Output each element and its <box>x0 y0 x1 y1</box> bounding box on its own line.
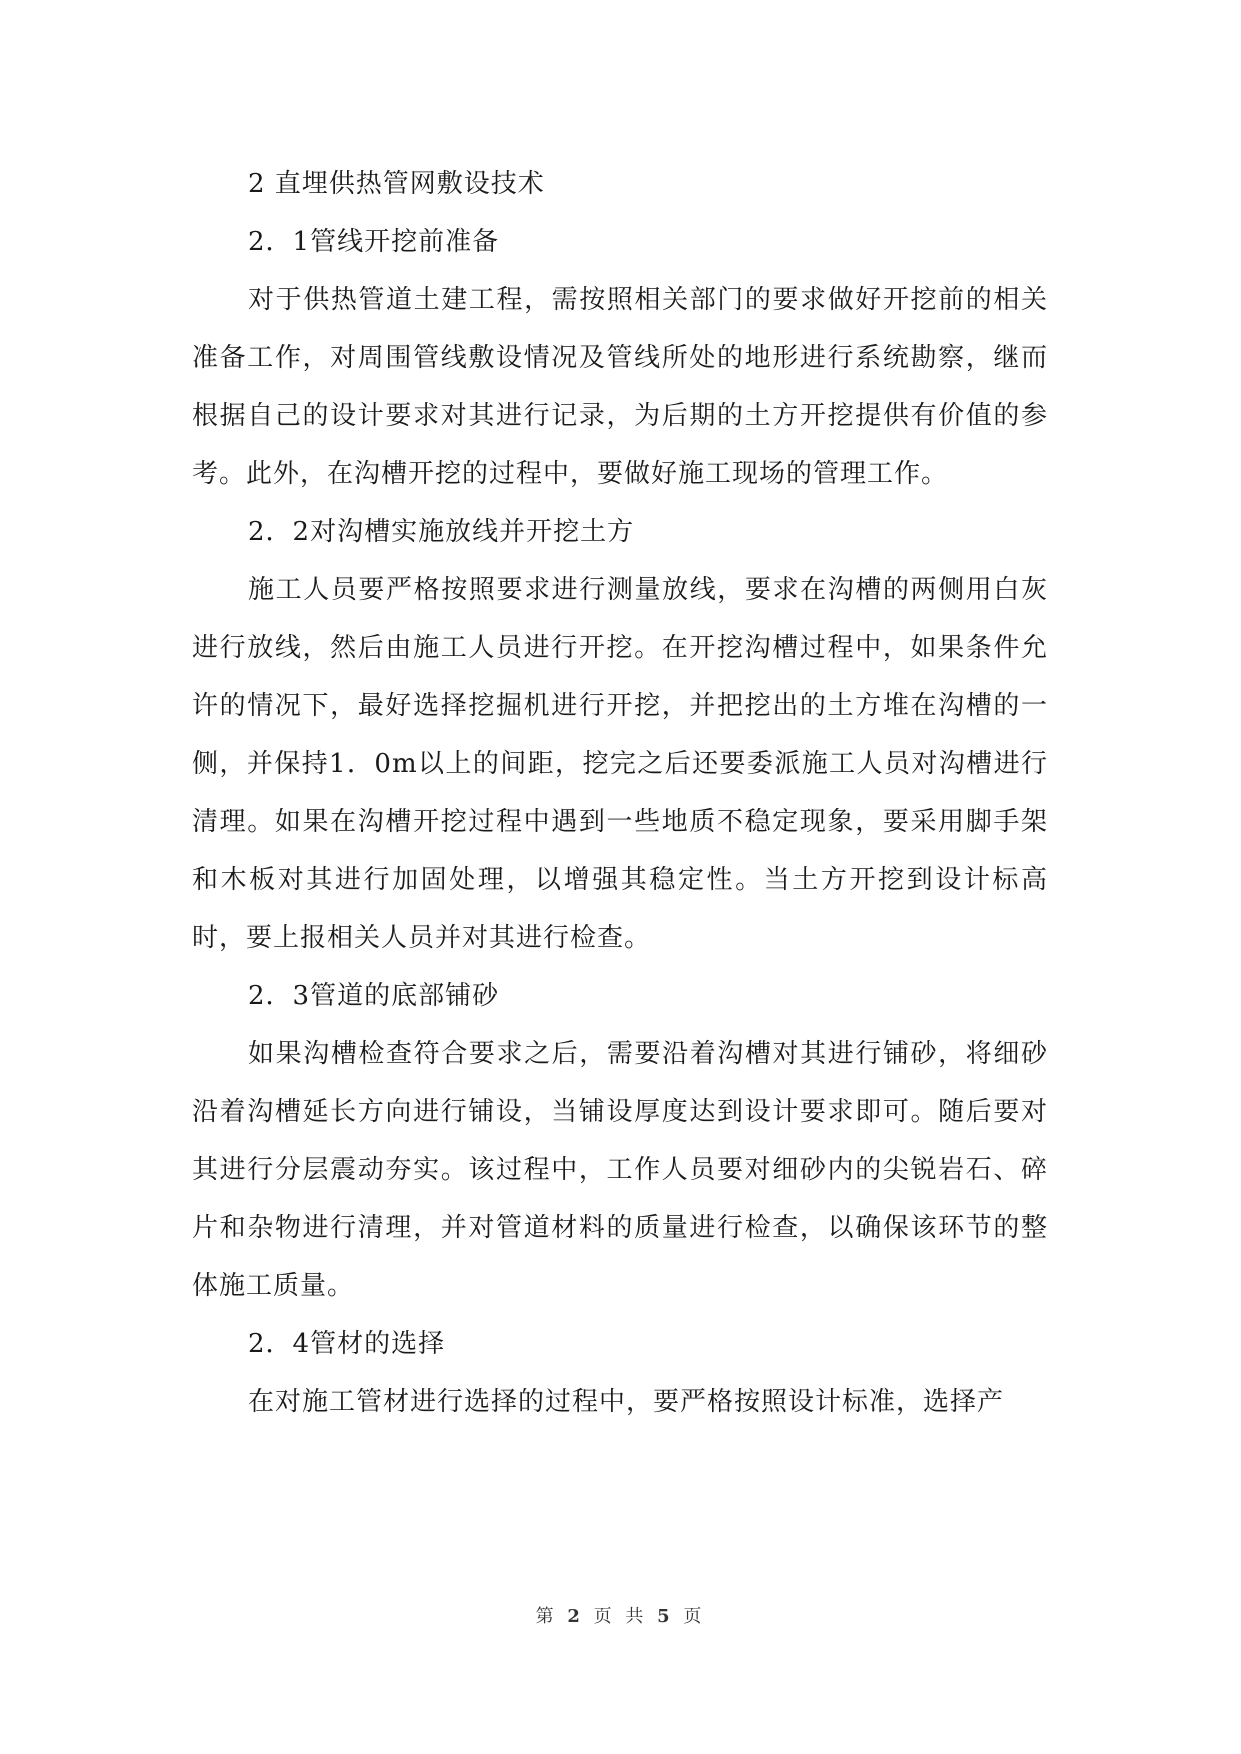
body-paragraph: 对于供热管道土建工程，需按照相关部门的要求做好开挖前的相关准备工作，对周围管线敷设情况及管线所处的地形进行系统勘察，继而根据自己的设计要求对其进行记录，为后期的土方开挖提供有价值的参考。此外，在沟槽开挖的过程中，要做好施工现场的管理工作。 <box>192 285 1048 489</box>
section-heading: 2．2对沟槽实施放线并开挖土方 <box>248 517 635 547</box>
body-paragraph: 在对施工管材进行选择的过程中，要严格按照设计标准，选择产 <box>248 1387 1005 1417</box>
section-heading: 2 直埋供热管网敷设技术 <box>248 169 545 199</box>
section-heading: 2．4管材的选择 <box>248 1329 446 1359</box>
footer-prefix: 第 <box>535 1606 558 1627</box>
section-heading: 2．1管线开挖前准备 <box>248 227 500 257</box>
section-heading: 2．3管道的底部铺砂 <box>248 981 500 1011</box>
page-footer <box>0 1602 1241 1628</box>
document-body <box>192 155 1048 1431</box>
current-page-number: 2 <box>567 1606 584 1627</box>
body-paragraph: 施工人员要严格按照要求进行测量放线，要求在沟槽的两侧用白灰进行放线，然后由施工人员进行开挖。在开挖沟槽过程中，如果条件允许的情况下，最好选择挖掘机进行开挖，并把挖出的土方堆在沟槽的一侧，并保持1．0m以上的间距，挖完之后还要委派施工人员对沟槽进行清理。如果在沟槽开挖过程中遇到一些地质不稳定现象，要采用脚手架和木板对其进行加固处理，以增强其稳定性。当土方开挖到设计标高时，要上报相关人员并对其进行检查。 <box>192 575 1048 953</box>
footer-middle: 页 共 <box>593 1606 648 1627</box>
body-paragraph: 如果沟槽检查符合要求之后，需要沿着沟槽对其进行铺砂，将细砂沿着沟槽延长方向进行铺设，当铺设厚度达到设计要求即可。随后要对其进行分层震动夯实。该过程中，工作人员要对细砂内的尖锐岩石、碎片和杂物进行清理，并对管道材料的质量进行检查，以确保该环节的整体施工质量。 <box>192 1039 1048 1301</box>
total-page-count: 5 <box>657 1606 674 1627</box>
footer-suffix: 页 <box>683 1606 706 1627</box>
